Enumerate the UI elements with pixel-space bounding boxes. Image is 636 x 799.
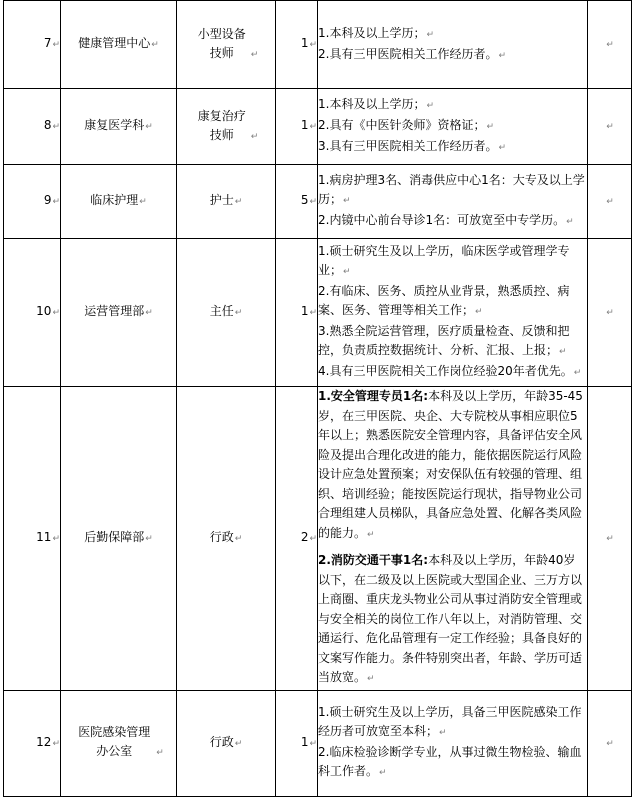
row-number-cell: 8↵ (4, 89, 61, 165)
table-row (4, 165, 632, 239)
remarks-cell: ↵ (588, 690, 632, 796)
headcount-cell: 1↵ (276, 1, 318, 89)
table-row (4, 1, 632, 89)
headcount-cell: 1↵ (276, 89, 318, 165)
headcount-cell: 5↵ (276, 165, 318, 239)
headcount-cell: 1↵ (276, 690, 318, 796)
remarks-cell: ↵ (588, 239, 632, 387)
requirement-heading: 1.安全管理专员1名: (318, 389, 429, 403)
requirements-cell: 1.本科及以上学历；↵ 2.具有《中医针灸师》资格证；↵ 3.具有三甲医院相关工作经历者。↵ (318, 89, 588, 165)
remarks-cell: ↵ (588, 387, 632, 691)
requirements-cell: 1.硕士研究生及以上学历，临床医学或管理学专业；↵ 2.有临床、医务、质控从业背景，熟悉质控、病案、医务、管理等相关工作；↵ 3.熟悉全院运营管理，医疗质量检查、反馈和把控，负责质控数据统计、分析、汇报、上报；↵ 4.具有三甲医院相关工作岗位经验20年者优先。↵ (318, 239, 588, 387)
table-row (4, 690, 632, 796)
remarks-cell: ↵ (588, 89, 632, 165)
requirements-cell: 1.安全管理专员1名:本科及以上学历，年龄35-45岁，在三甲医院、央企、大专院校从事相应职位5年以上；熟悉医院安全管理内容，具备评估安全风险及提出合理化改进的能力，能依据医院运行风险设计应急处置预案；对安保队伍有较强的管理、组织、培训经验；能按医院运行现状，指导物业公司合理组建人员梯队，具备应急处置、化解各类风险的能力。↵ 2.消防交通干事1名:本科及以上学历，年龄40岁以下，在二级及以上医院或大型国企业、三万方以上商圈、重庆龙头物业公司从事过消防安全管理或与安全相关的岗位工作八年以上，对消防管理、交通运行、危化品管理有一定工作经验；具备良好的文案写作能力。条件特别突出者，年龄、学历可适当放宽。↵ (318, 387, 588, 691)
requirements-cell: 1.硕士研究生及以上学历，具备三甲医院感染工作经历者可放宽至本科；↵ 2.临床检验诊断学专业，从事过微生物检验、输血科工作者。↵ (318, 690, 588, 796)
position-cell: 小型设备技师 ↵ (177, 1, 276, 89)
position-cell: 康复治疗技师 ↵ (177, 89, 276, 165)
position-cell: 护士↵ (177, 165, 276, 239)
department-cell: 康复医学科↵ (61, 89, 177, 165)
department-cell: 医院感染管理办公室 ↵ (61, 690, 177, 796)
row-number-cell: 12↵ (4, 690, 61, 796)
row-number-cell: 11↵ (4, 387, 61, 691)
headcount-cell: 2↵ (276, 387, 318, 691)
department-cell: 健康管理中心↵ (61, 1, 177, 89)
position-cell: 主任↵ (177, 239, 276, 387)
department-cell: 临床护理↵ (61, 165, 177, 239)
position-cell: 行政↵ (177, 387, 276, 691)
row-number-cell: 7↵ (4, 1, 61, 89)
requirement-heading: 2.消防交通干事1名: (318, 553, 429, 567)
row-number-cell: 9↵ (4, 165, 61, 239)
requirements-cell: 1.本科及以上学历；↵ 2.具有三甲医院相关工作经历者。↵ (318, 1, 588, 89)
row-number-cell: 10↵ (4, 239, 61, 387)
department-cell: 运营管理部↵ (61, 239, 177, 387)
position-cell: 行政↵ (177, 690, 276, 796)
remarks-cell: ↵ (588, 1, 632, 89)
department-cell: 后勤保障部↵ (61, 387, 177, 691)
recruitment-table (3, 0, 632, 797)
requirements-cell: 1.病房护理3名、消毒供应中心1名：大专及以上学历；↵ 2.内镜中心前台导诊1名：可放宽至中专学历。↵ (318, 165, 588, 239)
table-row (4, 387, 632, 691)
table-row (4, 89, 632, 165)
headcount-cell: 1↵ (276, 239, 318, 387)
remarks-cell: ↵ (588, 165, 632, 239)
table-row (4, 239, 632, 387)
